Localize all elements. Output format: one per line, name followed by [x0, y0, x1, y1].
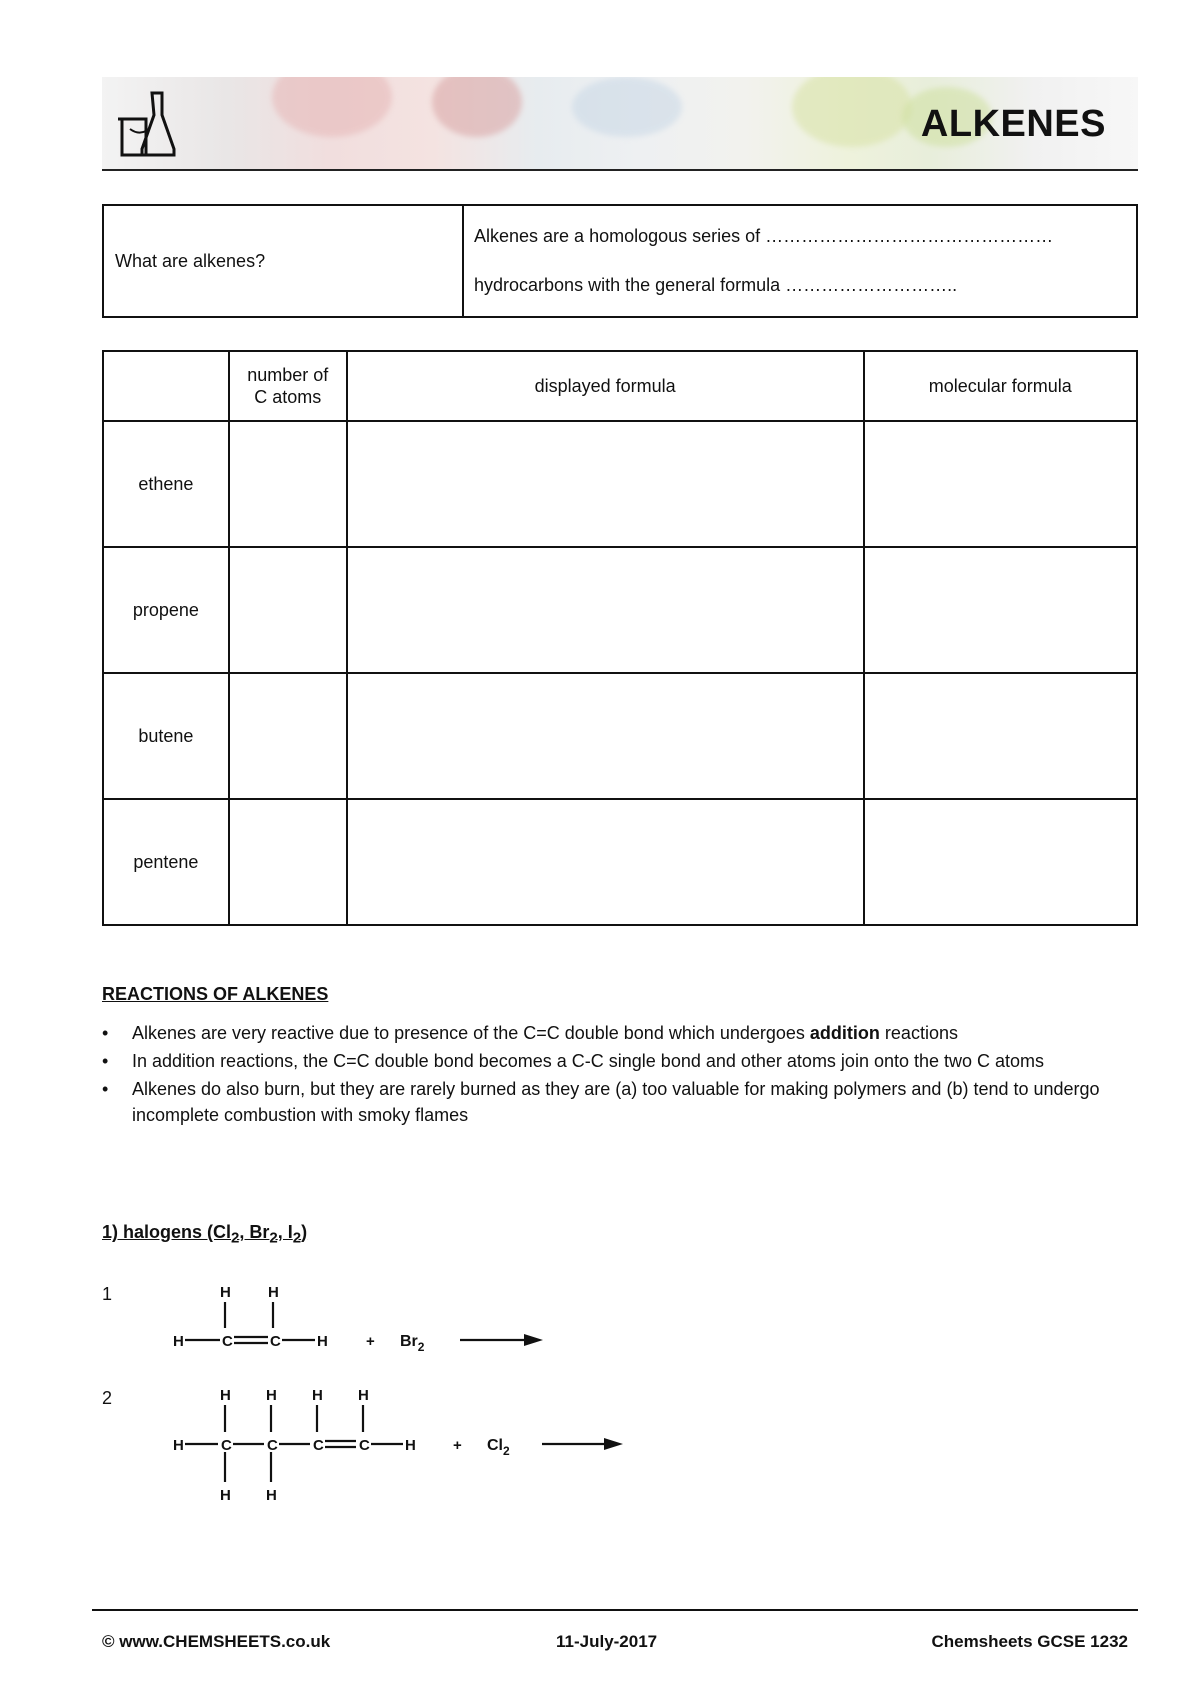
atom-label: C: [270, 1333, 281, 1350]
answer-cell[interactable]: [347, 547, 864, 673]
banner-decoration: [432, 77, 522, 137]
footer-date: 11-July-2017: [556, 1632, 658, 1651]
answer-cell[interactable]: [864, 421, 1137, 547]
page-title: ALKENES: [920, 103, 1106, 145]
answer-cell[interactable]: [347, 673, 864, 799]
header-c-atoms: number of C atoms: [247, 365, 329, 407]
answer-cell[interactable]: [229, 421, 347, 547]
table-header-cell: [229, 351, 347, 421]
definition-line-2: hydrocarbons with the general formula ………………………..: [474, 275, 958, 295]
list-item: [102, 1076, 1142, 1128]
atom-label: H: [220, 1487, 231, 1504]
reagent-subscript: 2: [503, 1444, 510, 1458]
reagent-label: [400, 1333, 425, 1354]
ethene-reaction-diagram: [160, 1280, 560, 1360]
arrow-icon: [524, 1334, 543, 1346]
atom-label: C: [267, 1437, 278, 1454]
banner-decoration: [272, 77, 392, 137]
atom-label: H: [358, 1387, 369, 1404]
bullet-text: reactions: [879, 1023, 958, 1043]
bullet-icon: •: [102, 1079, 109, 1099]
butene-reaction-diagram: [160, 1384, 640, 1504]
bullet-icon: •: [102, 1051, 109, 1071]
heading-text: , I: [277, 1222, 293, 1242]
bullet-text: Alkenes are very reactive due to presence of the C=C double bond which undergoes: [132, 1023, 810, 1043]
answer-cell[interactable]: [864, 799, 1137, 925]
heading-text: 1) halogens (Cl: [102, 1222, 232, 1242]
list-item: [102, 1020, 1142, 1046]
bullet-text: Alkenes do also burn, but they are rarely burned as they are (a) too valuable for making polymers and (b) tend to undergo incomplete combustion with smoky flames: [132, 1079, 1100, 1125]
definition-question: What are alkenes?: [104, 206, 464, 316]
bullet-icon: •: [102, 1023, 109, 1043]
plus-sign: +: [366, 1333, 375, 1350]
table-row: [103, 799, 1137, 925]
list-item: [102, 1048, 1142, 1074]
atom-label: H: [266, 1487, 277, 1504]
definition-box: [102, 204, 1138, 318]
heading-text: ): [301, 1222, 308, 1242]
question-number: 2: [102, 1388, 113, 1408]
bullet-text: In addition reactions, the C=C double bond becomes a C-C single bond and other atoms join onto the two C atoms: [132, 1051, 1045, 1071]
table-header-cell: [103, 351, 229, 421]
answer-cell[interactable]: [229, 673, 347, 799]
table-row: [103, 673, 1137, 799]
atom-label: H: [220, 1387, 231, 1404]
bullet-bold-text: addition: [809, 1023, 880, 1043]
answer-cell[interactable]: [864, 673, 1137, 799]
atom-label: C: [359, 1437, 370, 1454]
banner-decoration: [572, 77, 682, 137]
atom-label: C: [221, 1437, 232, 1454]
table-row: [103, 547, 1137, 673]
footer-divider: [92, 1609, 1138, 1611]
table-row: [103, 421, 1137, 547]
answer-cell[interactable]: [229, 799, 347, 925]
question-number: 1: [102, 1284, 113, 1304]
table-header-row: [103, 351, 1137, 421]
footer-reference: Chemsheets GCSE 1232: [931, 1632, 1128, 1651]
atom-label: C: [313, 1437, 324, 1454]
atom-label: H: [266, 1387, 277, 1404]
flask-logo-icon: [116, 89, 178, 161]
atom-label: H: [220, 1284, 231, 1301]
answer-cell[interactable]: [347, 799, 864, 925]
reagent-symbol: Cl: [487, 1437, 503, 1454]
reagent-subscript: 2: [417, 1340, 425, 1354]
banner-decoration: [792, 77, 912, 147]
footer-website: © www.CHEMSHEETS.co.uk: [102, 1632, 331, 1651]
row-label: pentene: [103, 799, 229, 925]
plus-sign: +: [453, 1437, 462, 1454]
definition-answer: [464, 206, 1136, 316]
row-label: ethene: [103, 421, 229, 547]
atom-label: H: [173, 1333, 184, 1350]
atom-label: H: [173, 1437, 184, 1454]
reactions-heading: REACTIONS OF ALKENES: [102, 984, 329, 1004]
answer-cell[interactable]: [229, 547, 347, 673]
atom-label: H: [268, 1284, 279, 1301]
reagent-label: [487, 1437, 510, 1458]
arrow-icon: [604, 1438, 623, 1450]
atom-label: H: [317, 1333, 328, 1350]
subscript: 2: [269, 1229, 278, 1247]
header-banner: [102, 77, 1138, 171]
subscript: 2: [292, 1229, 302, 1247]
table-header-cell: molecular formula: [864, 351, 1137, 421]
atom-label: C: [222, 1333, 233, 1350]
halogens-heading: [102, 1222, 1142, 1247]
answer-cell[interactable]: [864, 547, 1137, 673]
row-label: butene: [103, 673, 229, 799]
definition-line-1: Alkenes are a homologous series of …………………………………………: [474, 226, 1054, 246]
reagent-symbol: Br: [400, 1333, 418, 1350]
row-label: propene: [103, 547, 229, 673]
atom-label: H: [312, 1387, 323, 1404]
table-header-cell: displayed formula: [347, 351, 864, 421]
alkenes-table: [102, 350, 1138, 926]
answer-cell[interactable]: [347, 421, 864, 547]
heading-text: , Br: [239, 1222, 270, 1242]
atom-label: H: [405, 1437, 416, 1454]
reactions-list: [102, 1020, 1142, 1130]
subscript: 2: [231, 1229, 240, 1247]
